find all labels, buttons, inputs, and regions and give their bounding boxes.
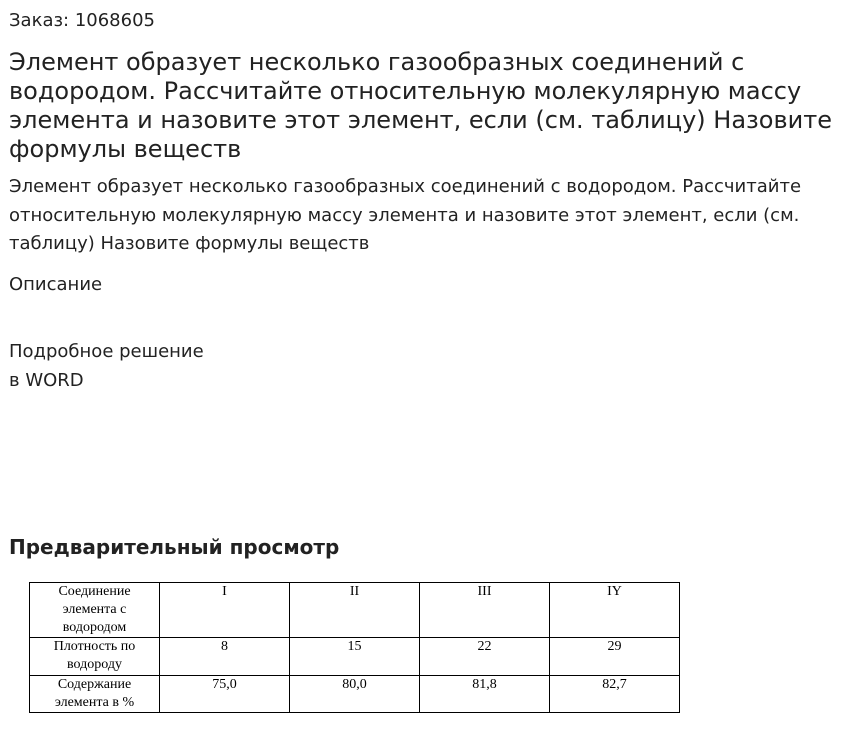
- table-cell: 75,0: [160, 676, 290, 713]
- table-cell: IY: [550, 583, 680, 638]
- table-row: [30, 676, 680, 713]
- table-cell: 22: [420, 638, 550, 676]
- order-number: Заказ: 1068605: [9, 10, 155, 31]
- row-header-density: Плотность по водороду: [30, 638, 160, 676]
- task-description: Элемент образует несколько газообразных соединений с водородом. Рассчитайте относительную молекулярную массу элемента и назовите этот элемент, если (см. таблицу) Назовите формулы веществ: [9, 176, 802, 254]
- table-cell: I: [160, 583, 290, 638]
- table-cell: III: [420, 583, 550, 638]
- solution-info: [9, 337, 204, 395]
- data-table: [29, 582, 680, 713]
- page-title: Элемент образует несколько газообразных соединений с водородом. Рассчитайте относительную молекулярную массу элемента и назовите этот элемент, если (см. таблицу) Назовите формулы веществ: [9, 48, 832, 163]
- row-header-content: Содержание элемента в %: [30, 676, 160, 713]
- table-cell: 80,0: [290, 676, 420, 713]
- table-cell: 29: [550, 638, 680, 676]
- table-cell: 81,8: [420, 676, 550, 713]
- description-section-label: Описание: [9, 274, 103, 295]
- row-header-compound: Соединение элемента с водородом: [30, 583, 160, 638]
- table-row: [30, 638, 680, 676]
- table-cell: 82,7: [550, 676, 680, 713]
- preview-heading: Предварительный просмотр: [9, 535, 340, 559]
- solution-line-2: в WORD: [9, 370, 84, 391]
- table-cell: 15: [290, 638, 420, 676]
- table-cell: 8: [160, 638, 290, 676]
- table-cell: II: [290, 583, 420, 638]
- table-row: [30, 583, 680, 638]
- solution-line-1: Подробное решение: [9, 341, 204, 362]
